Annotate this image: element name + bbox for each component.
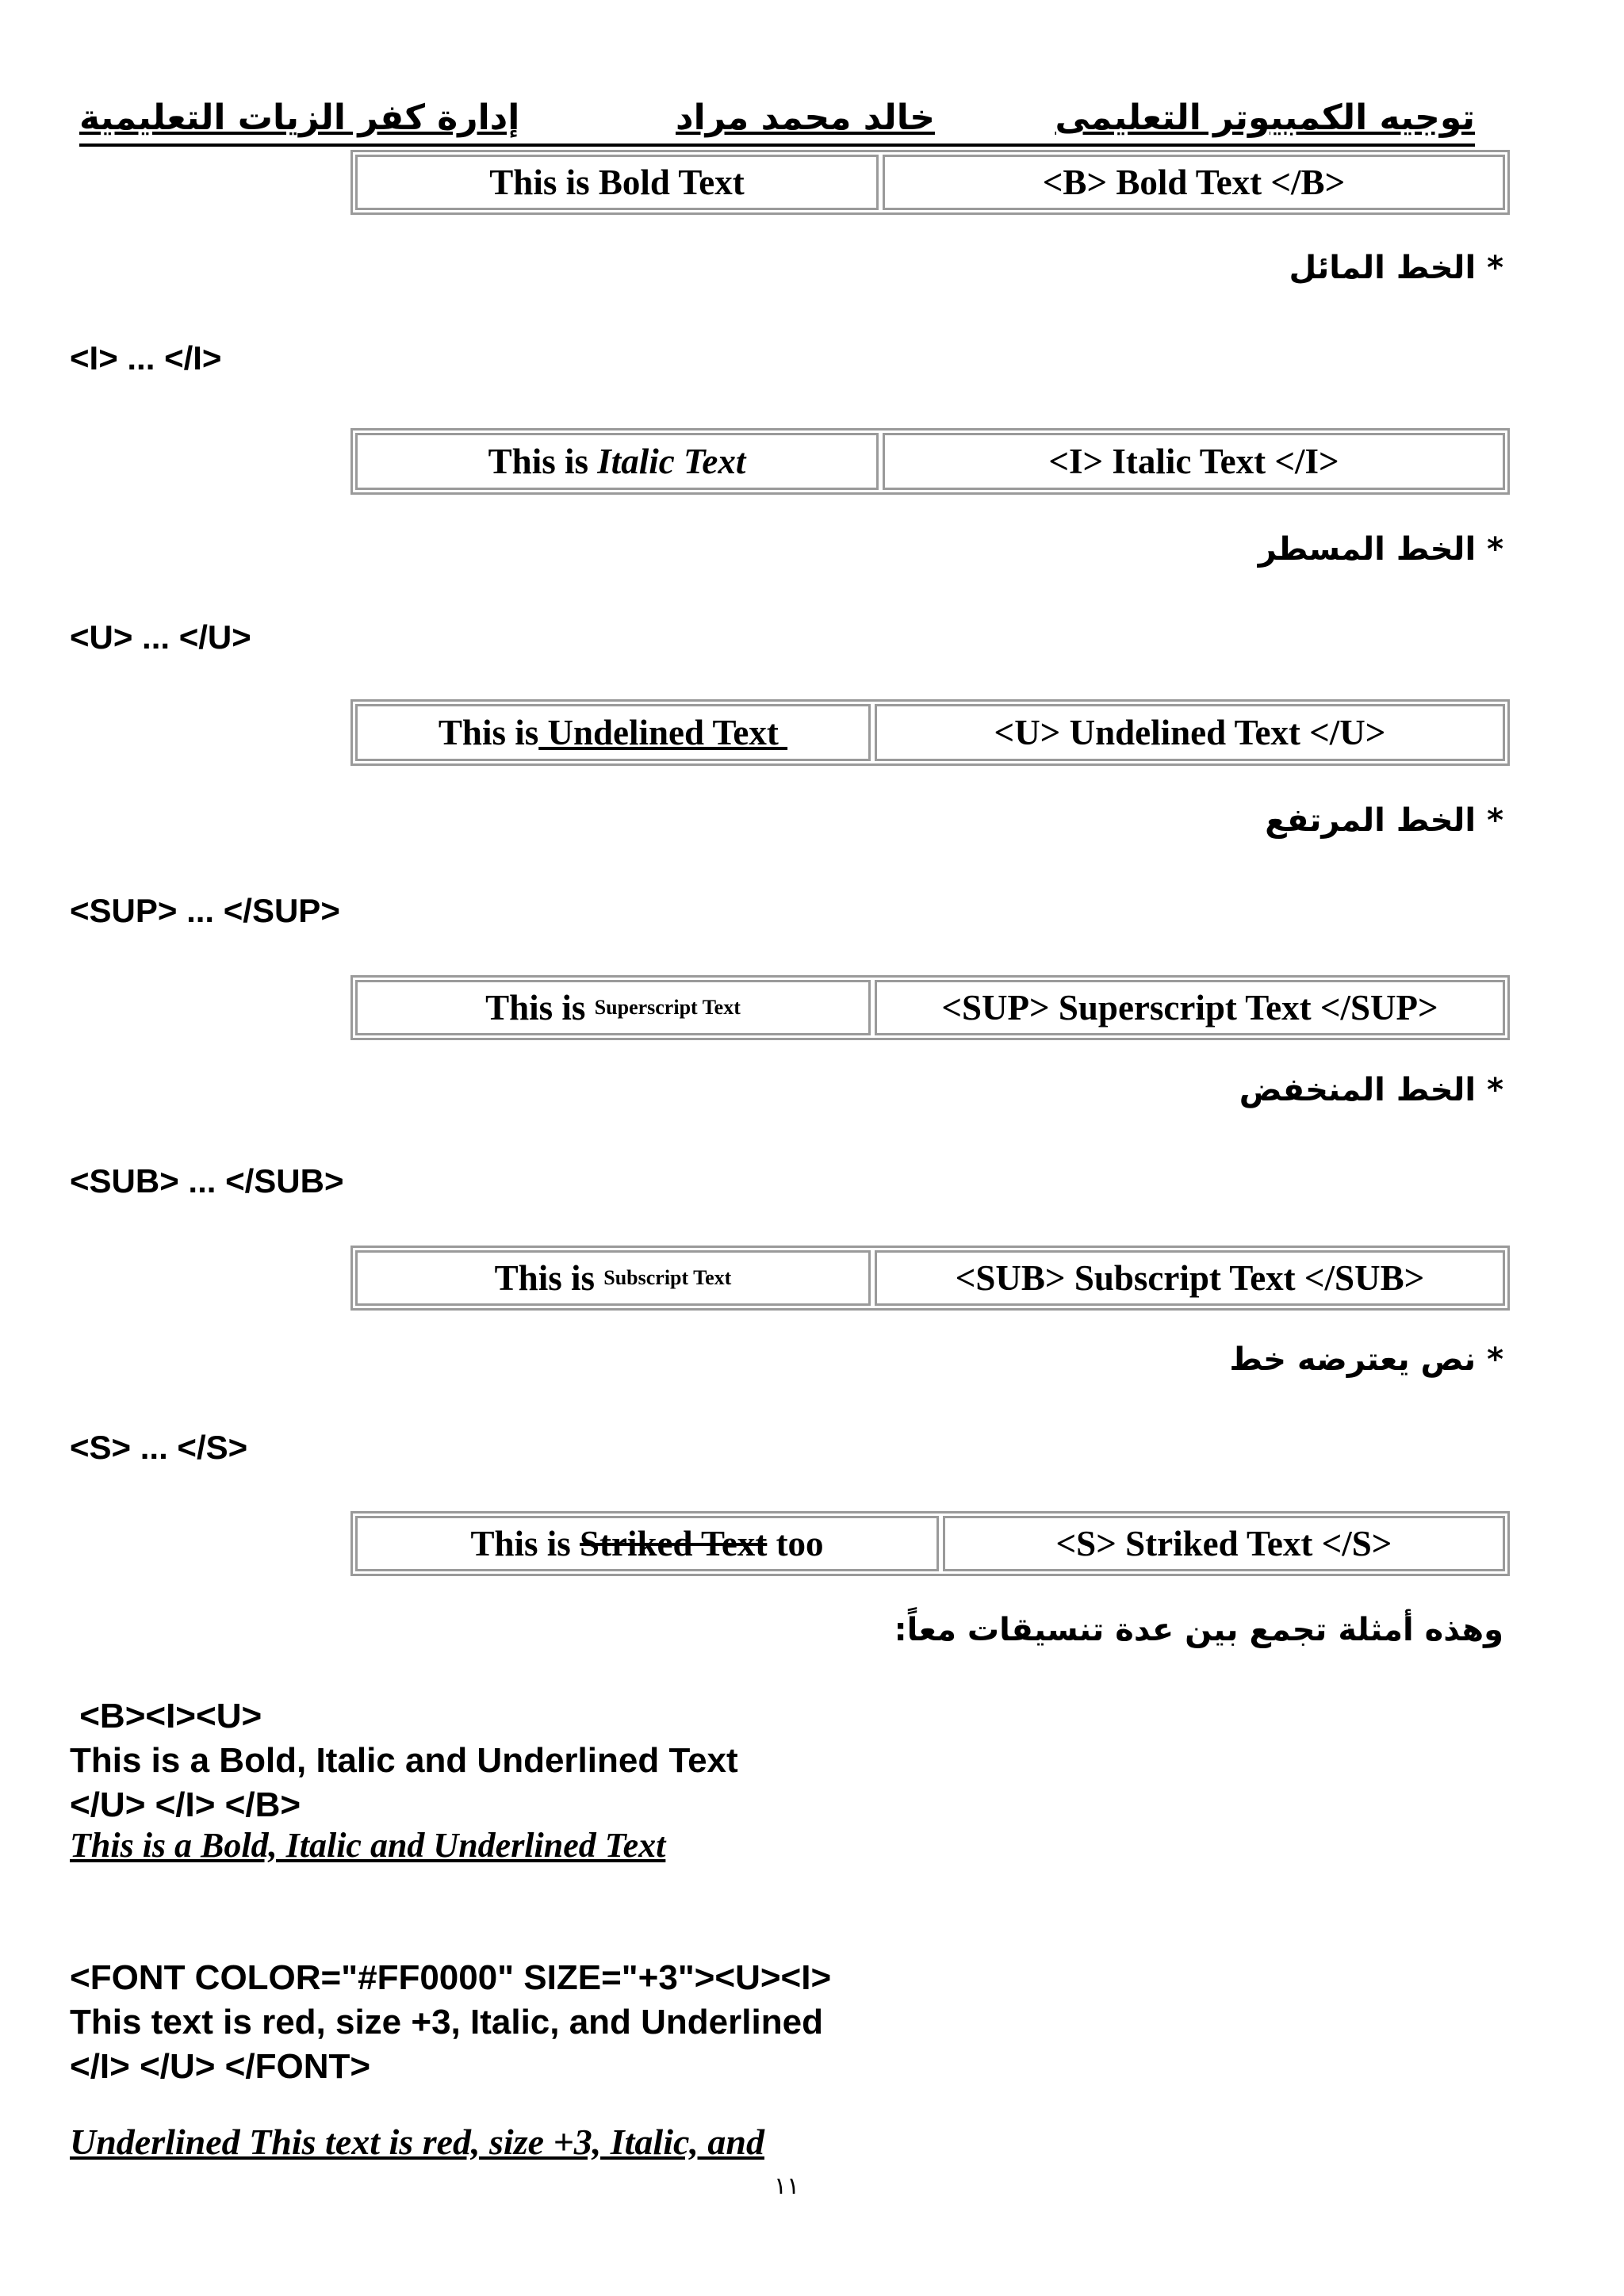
strike-demo-suffix: too <box>767 1524 824 1563</box>
combo2-output: Underlined This text is red, size +3, Italic, and <box>70 2122 764 2162</box>
header-administration: إدارة كفر الزيات التعليمية <box>79 98 520 138</box>
strike-demo-styled: Striked Text <box>580 1524 768 1563</box>
subscript-code-cell: <SUB> Subscript Text </SUB> <box>875 1250 1505 1306</box>
combo2-open-tags: <FONT COLOR="#FF0000" SIZE="+3"><U><I> <box>70 1958 832 1997</box>
italic-heading: * الخط المائل <box>1289 250 1503 286</box>
italic-example-table <box>350 428 1510 495</box>
underline-heading: * الخط المسطر <box>1258 531 1503 568</box>
superscript-tag: <SUP> ... </SUP> <box>70 892 340 929</box>
combo2-close-tags: </I> </U> </FONT> <box>70 2047 371 2086</box>
header-department: توجيه الكمبيوتر التعليمى <box>1055 98 1475 138</box>
strike-heading: * نص يعترضه خط <box>1229 1341 1503 1378</box>
combined-heading: وهذه أمثلة تجمع بين عدة تنسيقات معاً: <box>894 1612 1503 1648</box>
strike-tag: <S> ... </S> <box>70 1429 248 1466</box>
superscript-demo-prefix: This is <box>485 988 595 1027</box>
combo1-close-tags: </U> </I> </B> <box>70 1785 301 1824</box>
bold-example-table <box>350 150 1510 215</box>
underline-demo-styled: Undelined Text <box>538 713 788 752</box>
superscript-demo-styled: Superscript Text <box>594 996 741 1019</box>
bold-code-cell: <B> Bold Text </B> <box>883 155 1505 210</box>
subscript-example-table <box>350 1246 1510 1311</box>
header-author: خالد محمد مراد <box>676 98 935 138</box>
page-header <box>79 91 1475 147</box>
underline-example-table <box>350 699 1510 766</box>
combo1-output: This is a Bold, Italic and Underlined Text <box>70 1826 666 1865</box>
italic-tag: <I> ... </I> <box>70 339 222 377</box>
superscript-code-cell: <SUP> Superscript Text </SUP> <box>875 980 1505 1035</box>
subscript-tag: <SUB> ... </SUB> <box>70 1162 344 1200</box>
subscript-demo-styled: Subscript Text <box>603 1266 732 1289</box>
underline-tag: <U> ... </U> <box>70 618 251 656</box>
italic-demo-styled: Italic Text <box>597 442 746 481</box>
subscript-heading: * الخط المنخفض <box>1239 1072 1503 1108</box>
superscript-heading: * الخط المرتفع <box>1265 802 1503 839</box>
subscript-demo-prefix: This is <box>494 1258 604 1298</box>
italic-demo-prefix: This is <box>488 442 598 481</box>
combo2-text: This text is red, size +3, Italic, and Underlined <box>70 2003 823 2042</box>
subscript-demo-cell <box>355 1250 871 1306</box>
italic-demo-cell <box>355 433 879 490</box>
underline-demo-cell <box>355 704 871 761</box>
underline-code-cell: <U> Undelined Text </U> <box>875 704 1505 761</box>
strike-code-cell: <S> Striked Text </S> <box>943 1516 1505 1571</box>
combo1-text: This is a Bold, Italic and Underlined Text <box>70 1741 738 1780</box>
page-number: ١١ <box>774 2172 800 2200</box>
strike-demo-cell <box>355 1516 939 1571</box>
superscript-example-table <box>350 975 1510 1040</box>
underline-demo-prefix: This is <box>438 713 539 752</box>
combo1-open-tags: <B><I><U> <box>70 1697 262 1735</box>
strike-demo-prefix: This is <box>470 1524 580 1563</box>
strike-example-table <box>350 1511 1510 1576</box>
superscript-demo-cell <box>355 980 871 1035</box>
italic-code-cell: <I> Italic Text </I> <box>883 433 1505 490</box>
bold-demo-cell: This is Bold Text <box>355 155 879 210</box>
